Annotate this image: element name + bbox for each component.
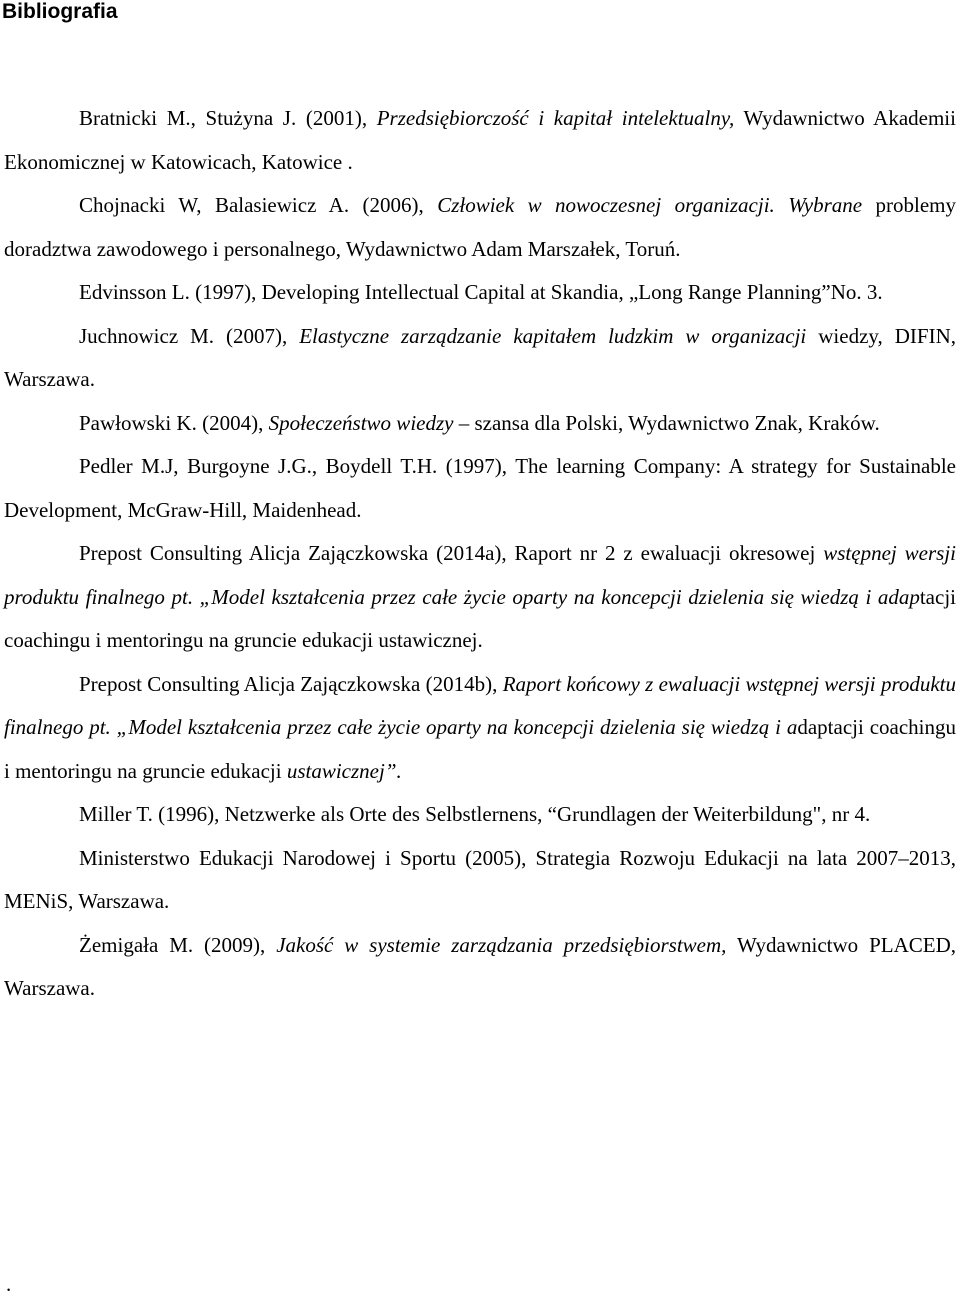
entry-text: Chojnacki W, Balasiewicz A. (2006), [79,193,438,217]
bibliography-list [4,97,956,1011]
entry-text: Miller T. (1996), Netzwerke als Orte des Selbstlernens, “Grundlagen der Weiterbildung", nr 4. [79,802,871,826]
entry-text: daptacji coachingu i mentoringu na gruncie edukacji [4,715,956,783]
bibliography-entry [4,402,956,446]
trailing-mark: . [6,1272,12,1296]
entry-text: Żemigała M. (2009), [79,932,277,957]
entry-text: Prepost Consulting Alicja Zajączkowska (2014a), Raport nr 2 z ewaluacji okresowej [79,541,824,565]
entry-title: Jakość w systemie zarządzania przedsiębiorstwem, [276,932,727,957]
page-title: Bibliografia [2,0,118,23]
entry-title: wstępnej wersji produktu finalnego pt. „Model kształcenia przez całe życie oparty na koncepcji dzielenia się wiedzą i adap [4,541,956,609]
entry-text: Wydawnictwo Akademii Ekonomicznej w Katowicach, Katowice . [4,106,956,174]
entry-text: Pedler M.J, Burgoyne J.G., Boydell T.H. (1997), The learning Company: A strategy for Sustainable Development, McGraw-Hill, Maidenhead. [4,454,956,522]
entry-text: Bratnicki M., Stużyna J. (2001), [79,106,377,130]
entry-text: – szansa dla Polski, Wydawnictwo Znak, Kraków. [453,410,880,435]
entry-text: wiedzy, DIFIN, Warszawa. [4,323,957,391]
bibliography-entry [4,837,956,924]
bibliography-entry [4,97,956,184]
entry-text: Pawłowski K. (2004), [79,410,269,435]
entry-title: Przedsiębiorczość i kapitał intelektualny, [376,106,735,130]
entry-text: Ministerstwo Edukacji Narodowej i Sportu (2005), Strategia Rozwoju Edukacji na lata 2007–2013, MENiS, Warszawa. [4,845,956,913]
entry-title: Człowiek w nowoczesnej organizacji. Wybrane [437,193,863,217]
bibliography-entry [4,271,956,315]
entry-text: Juchnowicz M. (2007), [79,323,300,348]
entry-title: Społeczeństwo wiedzy [268,410,454,435]
entry-text: Wydawnictwo PLACED, Warszawa. [4,932,956,1000]
bibliography-entry [4,184,956,271]
bibliography-entry [4,924,956,1011]
bibliography-entry [4,315,956,402]
entry-text: tacji coachingu i mentoringu na gruncie edukacji ustawicznej. [4,584,956,652]
entry-text: problemy doradztwa zawodowego i personalnego, Wydawnictwo Adam Marszałek, Toruń. [4,193,957,261]
bibliography-entry [4,793,956,837]
entry-text: Prepost Consulting Alicja Zajączkowska (2014b), [79,671,503,696]
entry-title: Elastyczne zarządzanie kapitałem ludzkim w organizacji [299,323,807,348]
entry-title: ustawicznej”. [286,758,402,783]
entry-title: Raport końcowy z ewaluacji wstępnej wersji produktu finalnego pt. „Model kształcenia przez całe życie oparty na koncepcji dzielenia się wiedzą i a [4,671,956,739]
bibliography-entry [4,445,956,532]
bibliography-entry [4,663,956,794]
entry-text: Edvinsson L. (1997), Developing Intellectual Capital at Skandia, „Long Range Planning”No. 3. [79,280,883,304]
bibliography-entry [4,532,956,663]
